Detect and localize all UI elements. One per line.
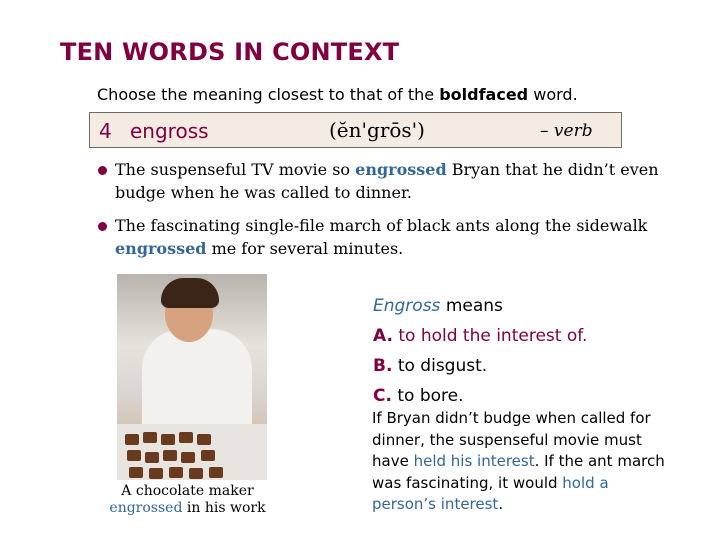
chocolate-piece [143,432,157,443]
part-of-speech: – verb [540,121,593,141]
meaning-options [373,291,587,411]
instruction-prefix: Choose the meaning closest to that of the [97,85,435,104]
slide-title: TEN WORDS IN CONTEXT [60,38,400,66]
caption-line-2 [100,500,275,517]
meaning-header [373,291,587,321]
option-a-text: to hold the interest of. [398,326,588,346]
option-c [373,381,587,411]
instruction-bold-word: boldfaced [439,85,529,104]
caption-highlight: engrossed [109,500,183,516]
option-c-text: to bore. [397,386,464,406]
photo-caption [100,483,275,517]
chocolate-piece [125,434,139,445]
chocolate-piece [179,432,193,443]
means-label: means [445,296,503,316]
instruction-text [97,85,578,104]
vocab-word: engross [130,119,209,143]
chocolate-maker-photo [117,274,267,480]
option-a [373,321,587,351]
option-c-letter: C. [373,386,392,406]
option-b-letter: B. [373,356,393,376]
chocolate-piece [201,450,215,461]
explanation-part-3: . [498,495,504,513]
pronunciation: (ĕn'grōs') [329,118,425,142]
explanation-highlight-1: held his interest [413,452,535,470]
explanation-part-2: . If the ant march was fascinating, it would [372,452,665,492]
sentence-1-after: Bryan that he didn’t even budge when he was called to dinner. [115,160,659,202]
chocolate-piece [189,468,203,479]
explanation-text [372,408,672,516]
option-b-text: to disgust. [397,356,488,376]
chocolate-piece [161,434,175,445]
explanation-part-1: If Bryan didn’t budge when called for dinner, the suspenseful movie must have [372,409,651,470]
chocolate-piece [129,467,143,478]
context-sentence-2 [98,214,688,260]
sentence-2-before: The fascinating single-file march of black ants along the sidewalk [115,216,648,235]
sentence-2-after: me for several minutes. [211,239,404,258]
word-entry-box [89,112,622,148]
chocolate-piece [181,452,195,463]
chocolate-piece [163,450,177,461]
option-a-letter: A. [373,326,393,346]
chocolate-piece [145,452,159,463]
option-b [373,351,587,381]
context-sentence-1 [98,158,688,204]
bullet-dot-icon [98,222,107,231]
word-number: 4 [99,119,112,143]
explanation-highlight-2: hold a person’s interest [372,473,609,513]
chocolate-piece [149,468,163,479]
chef-hair [161,278,219,308]
meaning-word: Engross [373,296,441,316]
sentence-1-highlight: engrossed [355,160,447,179]
caption-rest: in his work [186,500,266,516]
chocolate-piece [169,467,183,478]
chocolate-piece [197,434,211,445]
instruction-suffix: word. [533,85,578,104]
chocolate-piece [209,467,223,478]
bullet-dot-icon [98,166,107,175]
sentence-1-before: The suspenseful TV movie so [115,160,351,179]
chocolate-piece [127,450,141,461]
caption-line-1: A chocolate maker [121,483,254,499]
sentence-2-highlight: engrossed [115,239,207,258]
